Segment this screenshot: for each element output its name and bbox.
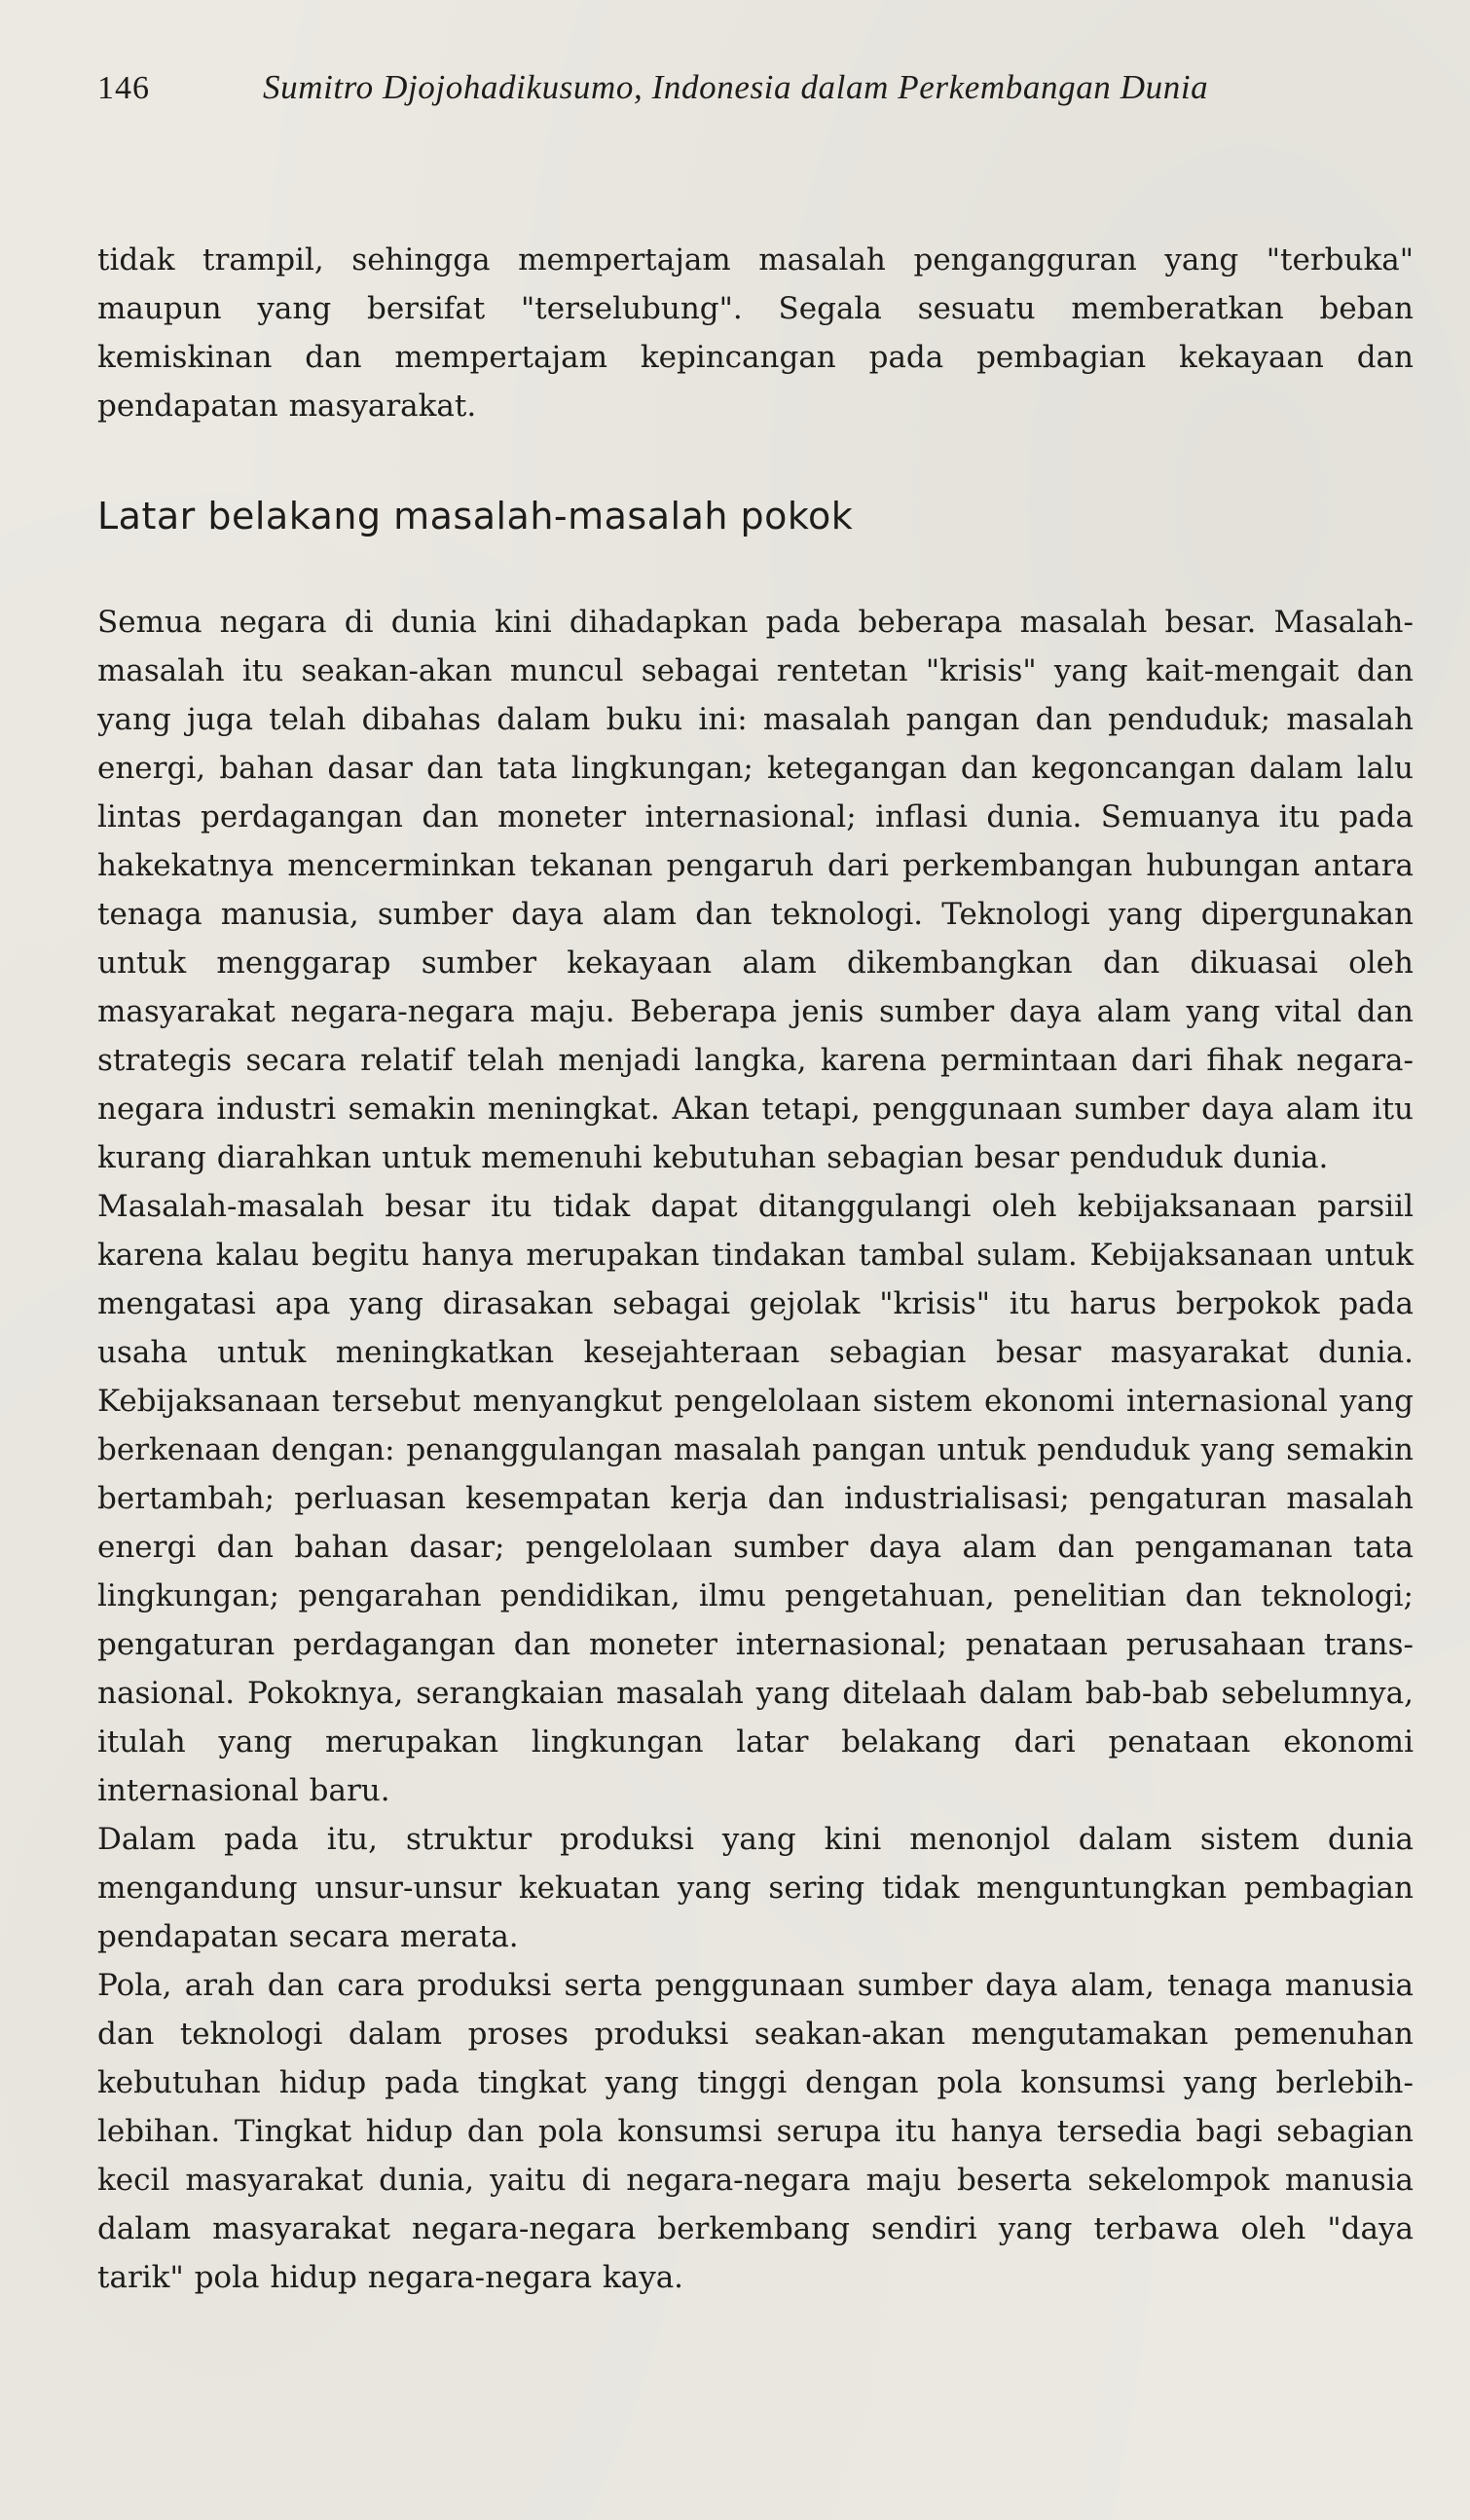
book-page (97, 58, 1414, 2302)
section-heading: Latar belakang masalah-masalah pokok (97, 495, 854, 537)
intro-paragraph: tidak trampil, sehingga mempertajam masalah pengangguran yang "terbuka" maupun yang bersifat "terselubung". Segala sesuatu memberatkan beban kemiskinan dan mempertajam kepincangan pada pembagian kekayaan dan pendapatan masyarakat. (97, 242, 1414, 424)
paragraph-4: Pola, arah dan cara produksi serta penggunaan sumber daya alam, tenaga manusia dan teknologi dalam proses produksi seakan-akan mengutamakan pemenuhan kebutuhan hidup pada tingkat yang tinggi dengan pola konsumsi yang berlebih-lebihan. Tingkat hidup dan pola konsumsi serupa itu hanya tersedia bagi sebagian kecil masyarakat dunia, yaitu di negara-negara maju beserta sekelompok manusia dalam masyarakat negara-negara berkembang sendiri yang terbawa oleh "daya tarik" pola hidup negara-negara kaya. (97, 1968, 1414, 2295)
running-title: Sumitro Djojohadikusumo, Indonesia dalam Perkembangan Dunia (263, 68, 1209, 106)
paragraph-2: Masalah-masalah besar itu tidak dapat ditanggulangi oleh kebijaksanaan parsiil karena kalau begitu hanya merupakan tindakan tambal sulam. Kebijaksanaan untuk mengatasi apa yang dirasakan sebagai gejolak "krisis" itu harus berpokok pada usaha untuk meningkatkan kesejahteraan sebagian besar masyarakat dunia. Kebijaksanaan tersebut menyangkut pengelolaan sistem ekonomi internasional yang berkenaan dengan: penanggulangan masalah pangan untuk penduduk yang semakin bertambah; perluasan kesempatan kerja dan industrialisasi; pengaturan masalah energi dan bahan dasar; pengelolaan sumber daya alam dan pengamanan tata lingkungan; pengarahan pendidikan, ilmu pengetahuan, penelitian dan teknologi; pengaturan perdagangan dan moneter internasional; penataan perusahaan trans-nasional. Pokoknya, serangkaian masalah yang ditelaah dalam bab-bab sebelumnya, itulah yang merupakan lingkungan latar belakang dari penataan ekonomi internasional baru. (97, 1189, 1414, 1808)
paragraph-1: Semua negara di dunia kini dihadapkan pada beberapa masalah besar. Masalah-masalah itu seakan-akan muncul sebagai rentetan "krisis" yang kait-mengait dan yang juga telah dibahas dalam buku ini: masalah pangan dan penduduk; masalah energi, bahan dasar dan tata lingkungan; ketegangan dan kegoncangan dalam lalu lintas perdagangan dan moneter internasional; inflasi dunia. Semuanya itu pada hakekatnya mencerminkan tekanan pengaruh dari perkembangan hubungan antara tenaga manusia, sumber daya alam dan teknologi. Teknologi yang dipergunakan untuk menggarap sumber kekayaan alam dikembangkan dan dikuasai oleh masyarakat negara-negara maju. Beberapa jenis sumber daya alam yang vital dan strategis secara relatif telah menjadi langka, karena permintaan dari fihak negara-negara industri semakin meningkat. Akan tetapi, penggunaan sumber daya alam itu kurang diarahkan untuk memenuhi kebutuhan sebagian besar penduduk dunia. (97, 605, 1414, 1175)
paragraph-3: Dalam pada itu, struktur produksi yang kini menonjol dalam sistem dunia mengandung unsur-unsur kekuatan yang sering tidak menguntungkan pembagian pendapatan secara merata. (97, 1822, 1414, 1954)
running-header (97, 58, 1414, 127)
body-text (97, 236, 1414, 2302)
page-number: 146 (97, 70, 150, 106)
